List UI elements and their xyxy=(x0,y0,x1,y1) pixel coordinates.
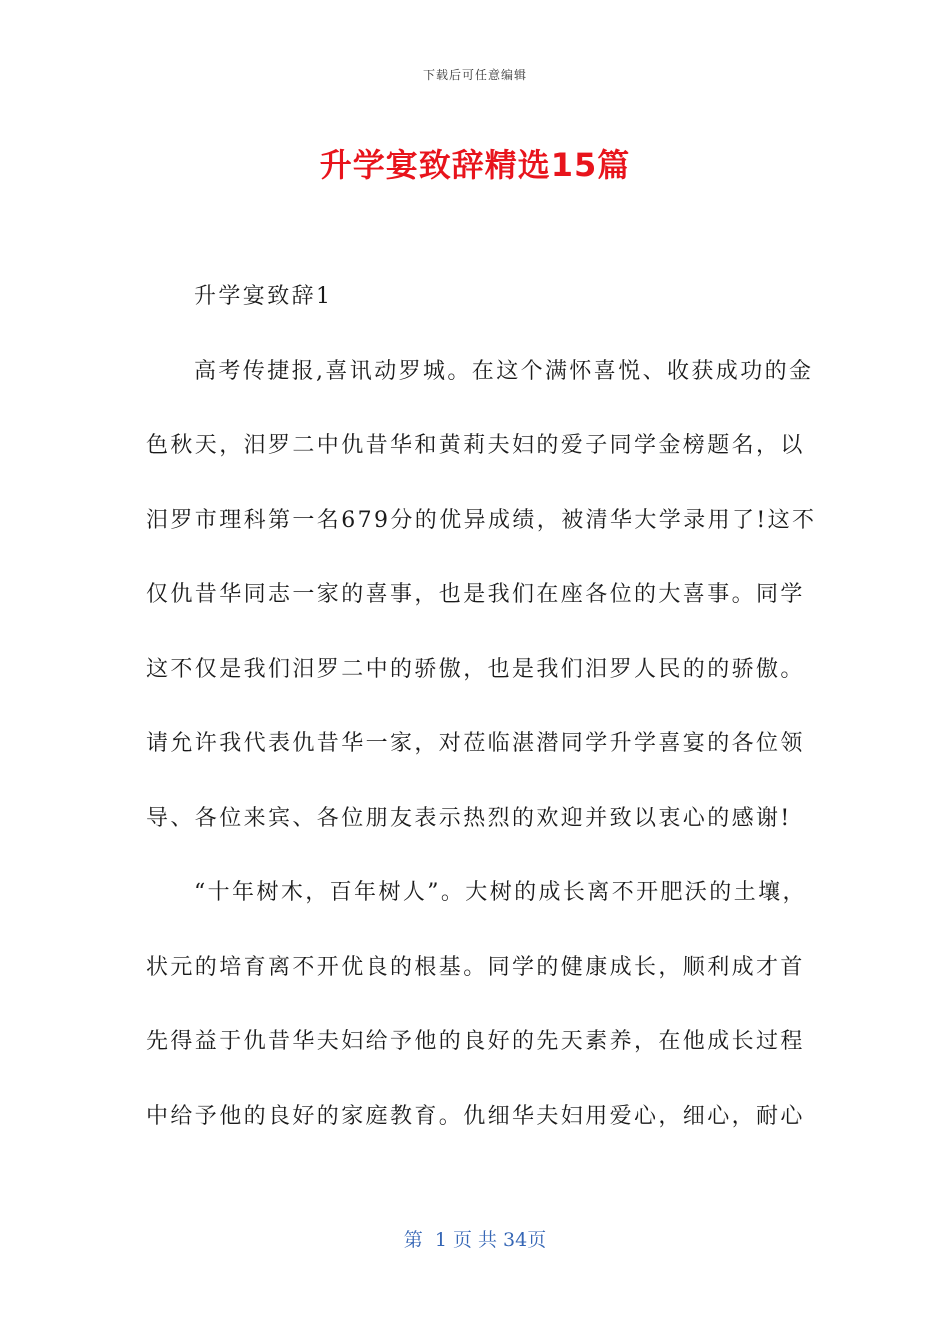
paragraph-line: 中给予他的良好的家庭教育。仇细华夫妇用爱心，细心，耐心 xyxy=(146,1103,805,1129)
paragraph-line: 高考传捷报,喜讯动罗城。在这个满怀喜悦、收获成功的金 xyxy=(194,358,814,384)
paragraph-line: 这不仅是我们汨罗二中的骄傲，也是我们汨罗人民的的骄傲。 xyxy=(146,656,805,682)
paragraph-line: 仅仇昔华同志一家的喜事，也是我们在座各位的大喜事。同学 xyxy=(146,582,805,607)
document-body xyxy=(146,277,817,1171)
header-note: 下载后可任意编辑 xyxy=(422,68,527,82)
page-indicator: 第 1 页 共 34页 xyxy=(403,1229,547,1251)
paragraph-line: 状元的培育离不开优良的根基。同学的健康成长，顺利成才首 xyxy=(146,954,805,980)
paragraph-line: “十年树木，百年树人”。大树的成长离不开肥沃的土壤， xyxy=(194,880,807,905)
paragraph-line: 色秋天，汨罗二中仇昔华和黄莉夫妇的爱子同学金榜题名，以 xyxy=(146,433,805,458)
paragraph-line: 汨罗市理科第一名679分的优异成绩，被清华大学录用了!这不 xyxy=(146,507,817,533)
paragraph-line: 请允许我代表仇昔华一家，对莅临湛潜同学升学喜宴的各位领 xyxy=(146,731,805,756)
document-title: 升学宴致辞精选15篇 xyxy=(319,146,631,184)
paragraph-line: 先得益于仇昔华夫妇给予他的良好的先天素养，在他成长过程 xyxy=(146,1029,805,1054)
paragraph-line: 导、各位来宾、各位朋友表示热烈的欢迎并致以衷心的感谢! xyxy=(146,805,792,831)
section-heading: 升学宴致辞1 xyxy=(194,284,333,309)
